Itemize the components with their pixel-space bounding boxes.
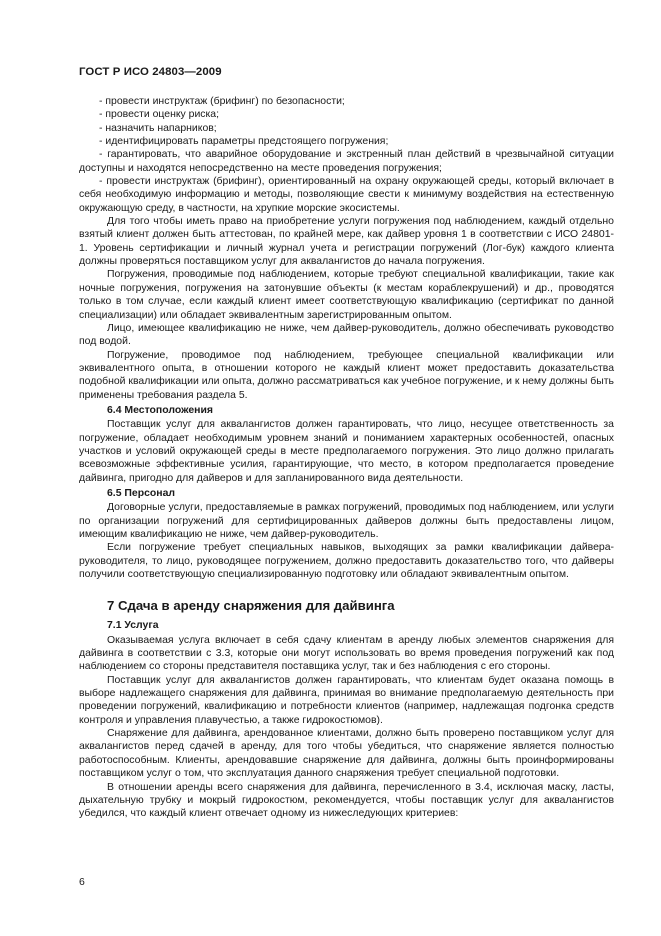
page-number: 6 — [79, 877, 85, 888]
paragraph-dive-leader: Лицо, имеющее квалификацию не ниже, чем дайвер-руководитель, должно обеспечивать руководство под водой. — [79, 322, 614, 348]
section-heading-7: 7 Сдача в аренду снаряжения для дайвинга — [107, 598, 395, 614]
paragraph-location: Поставщик услуг для аквалангистов должен гарантировать, что лицо, несущее ответственность за погружение, обладает необходимым уровнем знаний и пониманием характерных особенностей, опасных участков и условий окружающей среды в месте предполагаемого погружения. Это лицо должно прилагать всевозможные эффективные усилия, гарантирующие, что место, в котором предполагается проведение дайвинга, пригодно для дайверов и для запланированного вида деятельности. — [79, 419, 614, 484]
paragraph-contracts: Договорные услуги, предоставляемые в рамках погружений, проводимых под наблюдением, или услуги по организации погружений для сертифицированных дайверов должны быть предоставлены лицом, имеющим квалификацию не ниже, чем дайвер-руководитель. — [79, 502, 614, 540]
list-item: - назначить напарников; — [99, 122, 217, 134]
paragraph-certification: Для того чтобы иметь право на приобретение услуги погружения под наблюдением, каждый отдельно взятый клиент должен быть аттестован, по крайней мере, как дайвер уровня 1 в соответствии с ИСО 24801-1. Уровень сертификации и личный журнал учета и регистрации погружений (Лог-бук) каждого клиента должны проверяться поставщиком услуг для аквалангистов до начала погружения. — [79, 216, 614, 268]
paragraph-special-dives: Погружения, проводимые под наблюдением, которые требуют специальной квалификации, такие как ночные погружения, погружения на затонувшие объекты (к местам кораблекрушений) и др., проводятся только в том случае, если каждый клиент имеет соответствующую квалификацию (сертификат по данной специализации) или обладает эквивалентным зарегистрированным опытом. — [79, 269, 614, 321]
document-header: ГОСТ Р ИСО 24803—2009 — [79, 66, 222, 78]
list-item: - провести оценку риска; — [99, 109, 219, 121]
paragraph-equipment-check: Снаряжение для дайвинга, арендованное клиентами, должно быть проверено поставщиком услуг для аквалангистов перед сдачей в аренду, для того чтобы убедиться, что снаряжение является полностью работоспособным. Клиенты, арендовавшие снаряжение для дайвинга, должны быть проинформированы поставщиком услуг о том, что эксплуатация данного снаряжения требует специальной подготовки. — [79, 728, 614, 780]
paragraph-criteria: В отношении аренды всего снаряжения для дайвинга, перечисленного в 3.4, исключая маску, ласты, дыхательную трубку и мокрый гидрокостюм, рекомендуется, чтобы поставщик услуг для аквалангистов убедился, что каждый клиент отвечает одному из нижеследующих критериев: — [79, 781, 614, 820]
paragraph-equipment-selection: Поставщик услуг для аквалангистов должен гарантировать, что клиентам будет оказана помощь в выборе надлежащего снаряжения для дайвинга, принимая во внимание предполагаемую деятельность при проведении погружений, квалификацию и потребности клиентов (например, надлежащая подгонка средств контроля и управления плавучестью, а также гидрокостюмов). — [79, 674, 614, 726]
paragraph-environment: - провести инструктаж (брифинг), ориентированный на охрану окружающей среды, который включает в себя необходимую информацию и методы, позволяющие свести к минимуму воздействия на естественную окружающую среду, в частности, на хрупкие морские экосистемы. — [79, 176, 614, 214]
paragraph-training-dive: Погружение, проводимое под наблюдением, требующее специальной квалификации или эквивалентного опыта, в отношении которого не каждый клиент может предоставить доказательства подобной квалификации или опыта, должно рассматриваться как учебное погружение, и к нему должны быть применены требования раздела 5. — [79, 349, 614, 401]
section-heading-6-4: 6.4 Местоположения — [107, 404, 213, 416]
list-item: - провести инструктаж (брифинг) по безопасности; — [99, 96, 345, 107]
document-body — [79, 95, 614, 821]
paragraph-rental-service: Оказываемая услуга включает в себя сдачу клиентам в аренду любых элементов снаряжения для дайвинга в соответствии с 3.3, которые они могут использовать во время проведения погружений как под наблюдением со стороны представителя поставщика услуг, так и без наблюдения с его стороны. — [79, 634, 614, 673]
section-heading-7-1: 7.1 Услуга — [107, 620, 159, 632]
list-item: - идентифицировать параметры предстоящего погружения; — [99, 136, 389, 148]
paragraph-emergency: - гарантировать, что аварийное оборудование и экстренный план действий в чрезвычайной ситуации доступны и находятся непосредственно на месте проведения погружения; — [79, 149, 614, 174]
paragraph-skills: Если погружение требует специальных навыков, выходящих за рамки квалификации дайвера-руководителя, то лицо, руководящее погружением, должно предоставить доказательство того, что дайверы получили соответствующую специализированную подготовку или обладают эквивалентным опытом. — [79, 542, 614, 581]
section-heading-6-5: 6.5 Персонал — [107, 487, 176, 499]
